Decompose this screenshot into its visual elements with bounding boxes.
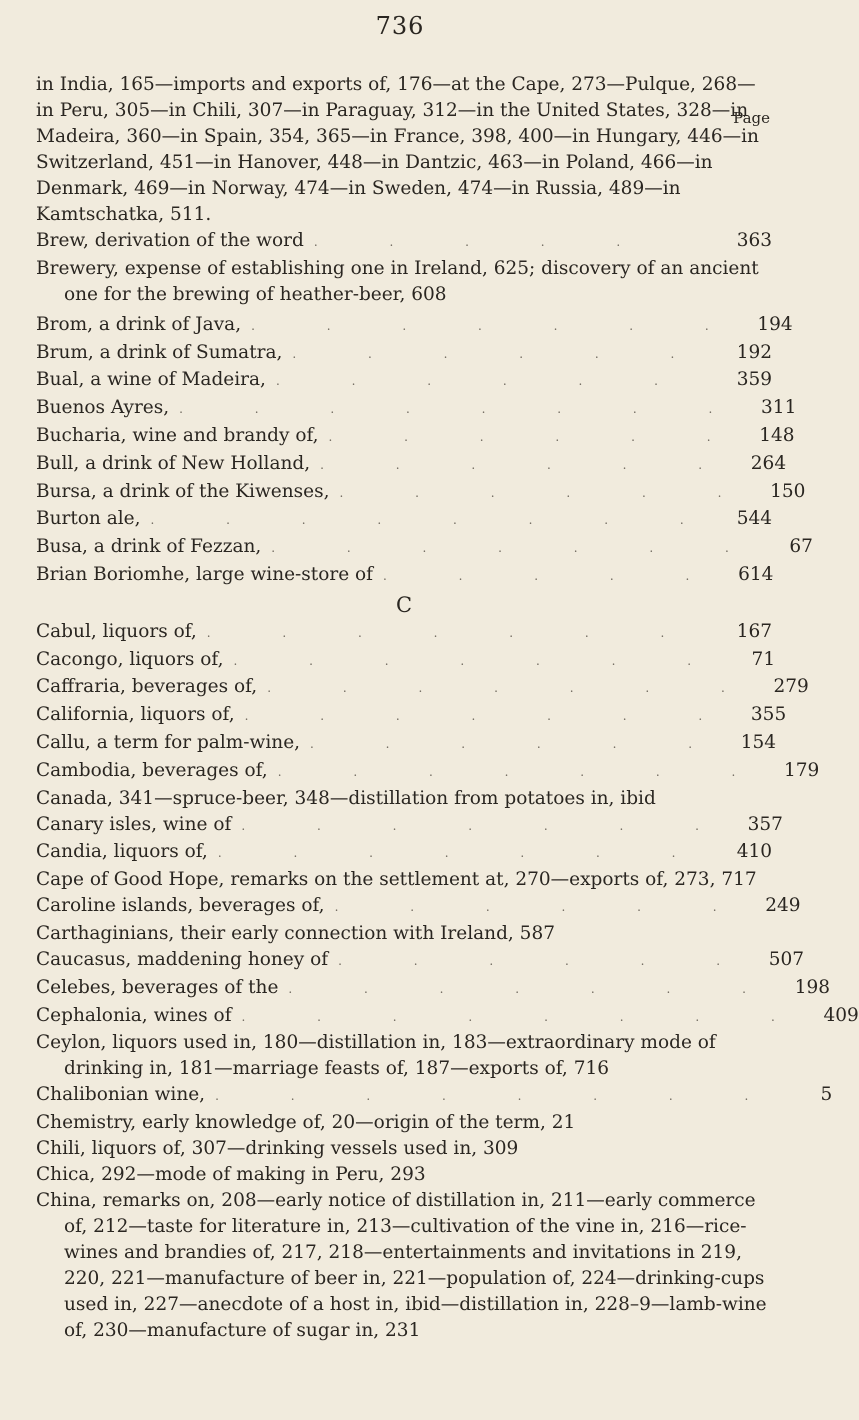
index-entry [36,395,797,423]
index-entry-continued: in India, 165—imports and exports of, 176—at the Cape, 273—Pulque, 268—in Peru, 305—in Chili, 307—in Paraguay, 312—in the United States, 328—in Madeira, 360—in Spain, 354, 365—in France, 398, 400—in Hungary, 446—in Switzerland, 451—in Hanover, 448—in Dantzic, 463—in Poland, 466—in Denmark, 469—in Norway, 474—in Sweden, 474—in Russia, 489—in Kamtschatka, 511. [36,74,759,225]
entry-term: Callu, a term for palm-wine, [36,731,301,753]
entry-page: 264 [750,452,787,474]
entry-page: 363 [736,230,772,251]
entry-page: 192 [736,341,772,363]
entry-page: 357 [747,813,783,835]
leader-dots: . . . . . . [275,374,692,389]
index-entry [36,619,772,647]
b-entries-list [36,312,813,590]
leader-dots: . . . . . . . [271,541,763,556]
index-entry [36,367,772,395]
index-entry [36,839,772,867]
entry-term: Chalibonian wine, [36,1084,206,1106]
entry-term: California, liquors of, [36,704,235,726]
index-entry-carthaginians: Carthaginians, their early connection with Ireland, 587 [36,922,555,944]
entry-page: 167 [736,620,772,642]
index-entry-brew [36,228,772,256]
entry-term: Brum, a drink of Sumatra, [36,341,283,363]
index-entry-brewery: Brewery, expense of establishing one in Ireland, 625; discovery of an ancient one for the brewing of heather-beer, 608 [36,257,759,305]
leader-dots: . . . . . . . . [215,1089,783,1104]
index-entry [36,451,787,479]
entry-term: Celebes, beverages of the [36,976,279,998]
index-entry [36,730,777,758]
entry-term: Canary isles, wine of [36,813,232,835]
entry-term: Brom, a drink of Java, [36,313,242,335]
entry-term: Busa, a drink of Fezzan, [36,536,262,558]
entry-term: Buenos Ayres, [36,397,170,419]
leader-dots: . . . . . . . [277,764,770,779]
index-entry-cape: Cape of Good Hope, remarks on the settlement at, 270—exports of, 273, 717 [36,869,757,891]
entry-term: Cacongo, liquors of, [36,648,224,670]
entry-page: 410 [736,841,772,863]
index-entry [36,534,813,562]
entry-term: Bucharia, wine and brandy of, [36,424,319,446]
entry-page: 198 [794,976,830,998]
leader-dots: . . . . . . [320,457,737,472]
entry-term: Caroline islands, beverages of, [36,895,325,917]
entry-term: Candia, liquors of, [36,841,208,863]
entry-term: Cephalonia, wines of [36,1004,232,1026]
leader-dots: . . . . . . [334,900,751,915]
index-entry [36,702,787,730]
entry-page: 359 [736,369,772,391]
leader-dots: . . . . . . . [244,709,737,724]
leader-dots: . . . . . . . [251,318,743,333]
entry-page: 179 [783,759,820,781]
entry-term: Bursa, a drink of the Kiwenses, [36,480,330,502]
entry-page: 409 [823,1004,859,1026]
index-entry [36,479,806,507]
leader-dots: . . . . . . . [217,846,710,861]
index-entry-chica: Chica, 292—mode of making in Peru, 293 [36,1164,426,1186]
leader-dots: . . . . . . . . [179,402,747,417]
entry-page: 67 [789,536,813,558]
index-entry-china: China, remarks on, 208—early notice of distillation in, 211—early commerce of, 212—taste for literature in, 213—cultivation of the vine in, 216—rice-wines and brandies of, 217, 218—entertainments and invitations in 219, 220, 221—manufacture of beer in, 221—population of, 224—drinking-cups used in, 227—anecdote of a host in, ibid—distillation in, 228–9—lamb-wine of, 230—manufacture of sugar in, 231 [36,1190,767,1342]
index-entry [36,647,776,675]
index-entry-chili: Chili, liquors of, 307—drinking vessels used in, 309 [36,1138,519,1160]
entry-page: 71 [751,648,776,670]
index-entry [36,975,830,1003]
entry-page: 150 [770,480,806,502]
entry-term: Brian Boriomhe, large wine-store of [36,563,374,585]
index-entry [36,423,795,451]
entry-term: Cabul, liquors of, [36,620,197,642]
section-letter-c: C [395,592,413,617]
c-entries-list-3 [36,947,859,1030]
page-column-label: Page [733,109,770,127]
index-entry-canada: Canada, 341—spruce-beer, 348—distillation from potatoes in, ibid [36,787,656,809]
page-number: 736 [375,12,425,40]
leader-dots: . . . . . . . [233,653,726,668]
index-page-body [36,72,859,1344]
entry-page: 614 [738,563,774,585]
entry-term: Bull, a drink of New Holland, [36,452,311,474]
entry-term: Brew, derivation of the word [36,230,304,251]
entry-page: 279 [773,676,809,698]
leader-dots: . . . . . [313,235,655,249]
entry-term: Burton ale, [36,508,141,530]
index-entry [36,947,805,975]
index-entry-chemistry: Chemistry, early knowledge of, 20—origin of the term, 21 [36,1112,576,1134]
c-entries-list-2 [36,812,783,868]
index-entry-ceylon: Ceylon, liquors used in, 180—distillation in, 183—extraordinary mode of drinking in, 181—marriage feasts of, 187—exports of, 716 [36,1032,716,1080]
leader-dots: . . . . . . [339,485,756,500]
leader-dots: . . . . . . . [206,625,699,640]
entry-page: 544 [736,508,772,530]
leader-dots: . . . . . . [328,429,745,444]
entry-page: 507 [768,948,805,970]
entry-page: 154 [740,731,777,753]
index-entry-chalibonian [36,1082,833,1110]
entry-term: Bual, a wine of Madeira, [36,369,266,391]
leader-dots: . . . . . . [338,953,755,968]
entry-term: Caucasus, maddening honey of [36,948,329,970]
index-entry [36,506,772,534]
leader-dots: . . . . . . [310,736,727,751]
leader-dots: . . . . . . . . [150,513,718,528]
index-entry [36,312,793,340]
index-entry [36,340,772,368]
leader-dots: . . . . . [383,568,724,583]
index-entry [36,758,820,786]
leader-dots: . . . . . . . [241,818,733,833]
entry-page: 249 [765,895,801,917]
entry-page: 148 [759,424,795,446]
leader-dots: . . . . . . . [267,681,759,696]
index-entry [36,674,809,702]
entry-page: 5 [820,1084,833,1106]
entry-page: 311 [761,397,797,419]
index-entry [36,562,772,590]
leader-dots: . . . . . . . . [241,1009,809,1024]
index-entry [36,812,783,840]
entry-term: Cambodia, beverages of, [36,759,268,781]
leader-dots: . . . . . . [292,346,709,361]
c-entries-list-1 [36,619,820,786]
leader-dots: . . . . . . . [288,981,780,996]
entry-page: 355 [750,704,787,726]
entry-page: 194 [757,313,793,335]
index-entry-caroline [36,893,801,921]
entry-term: Caffraria, beverages of, [36,676,258,698]
index-entry [36,1003,859,1031]
